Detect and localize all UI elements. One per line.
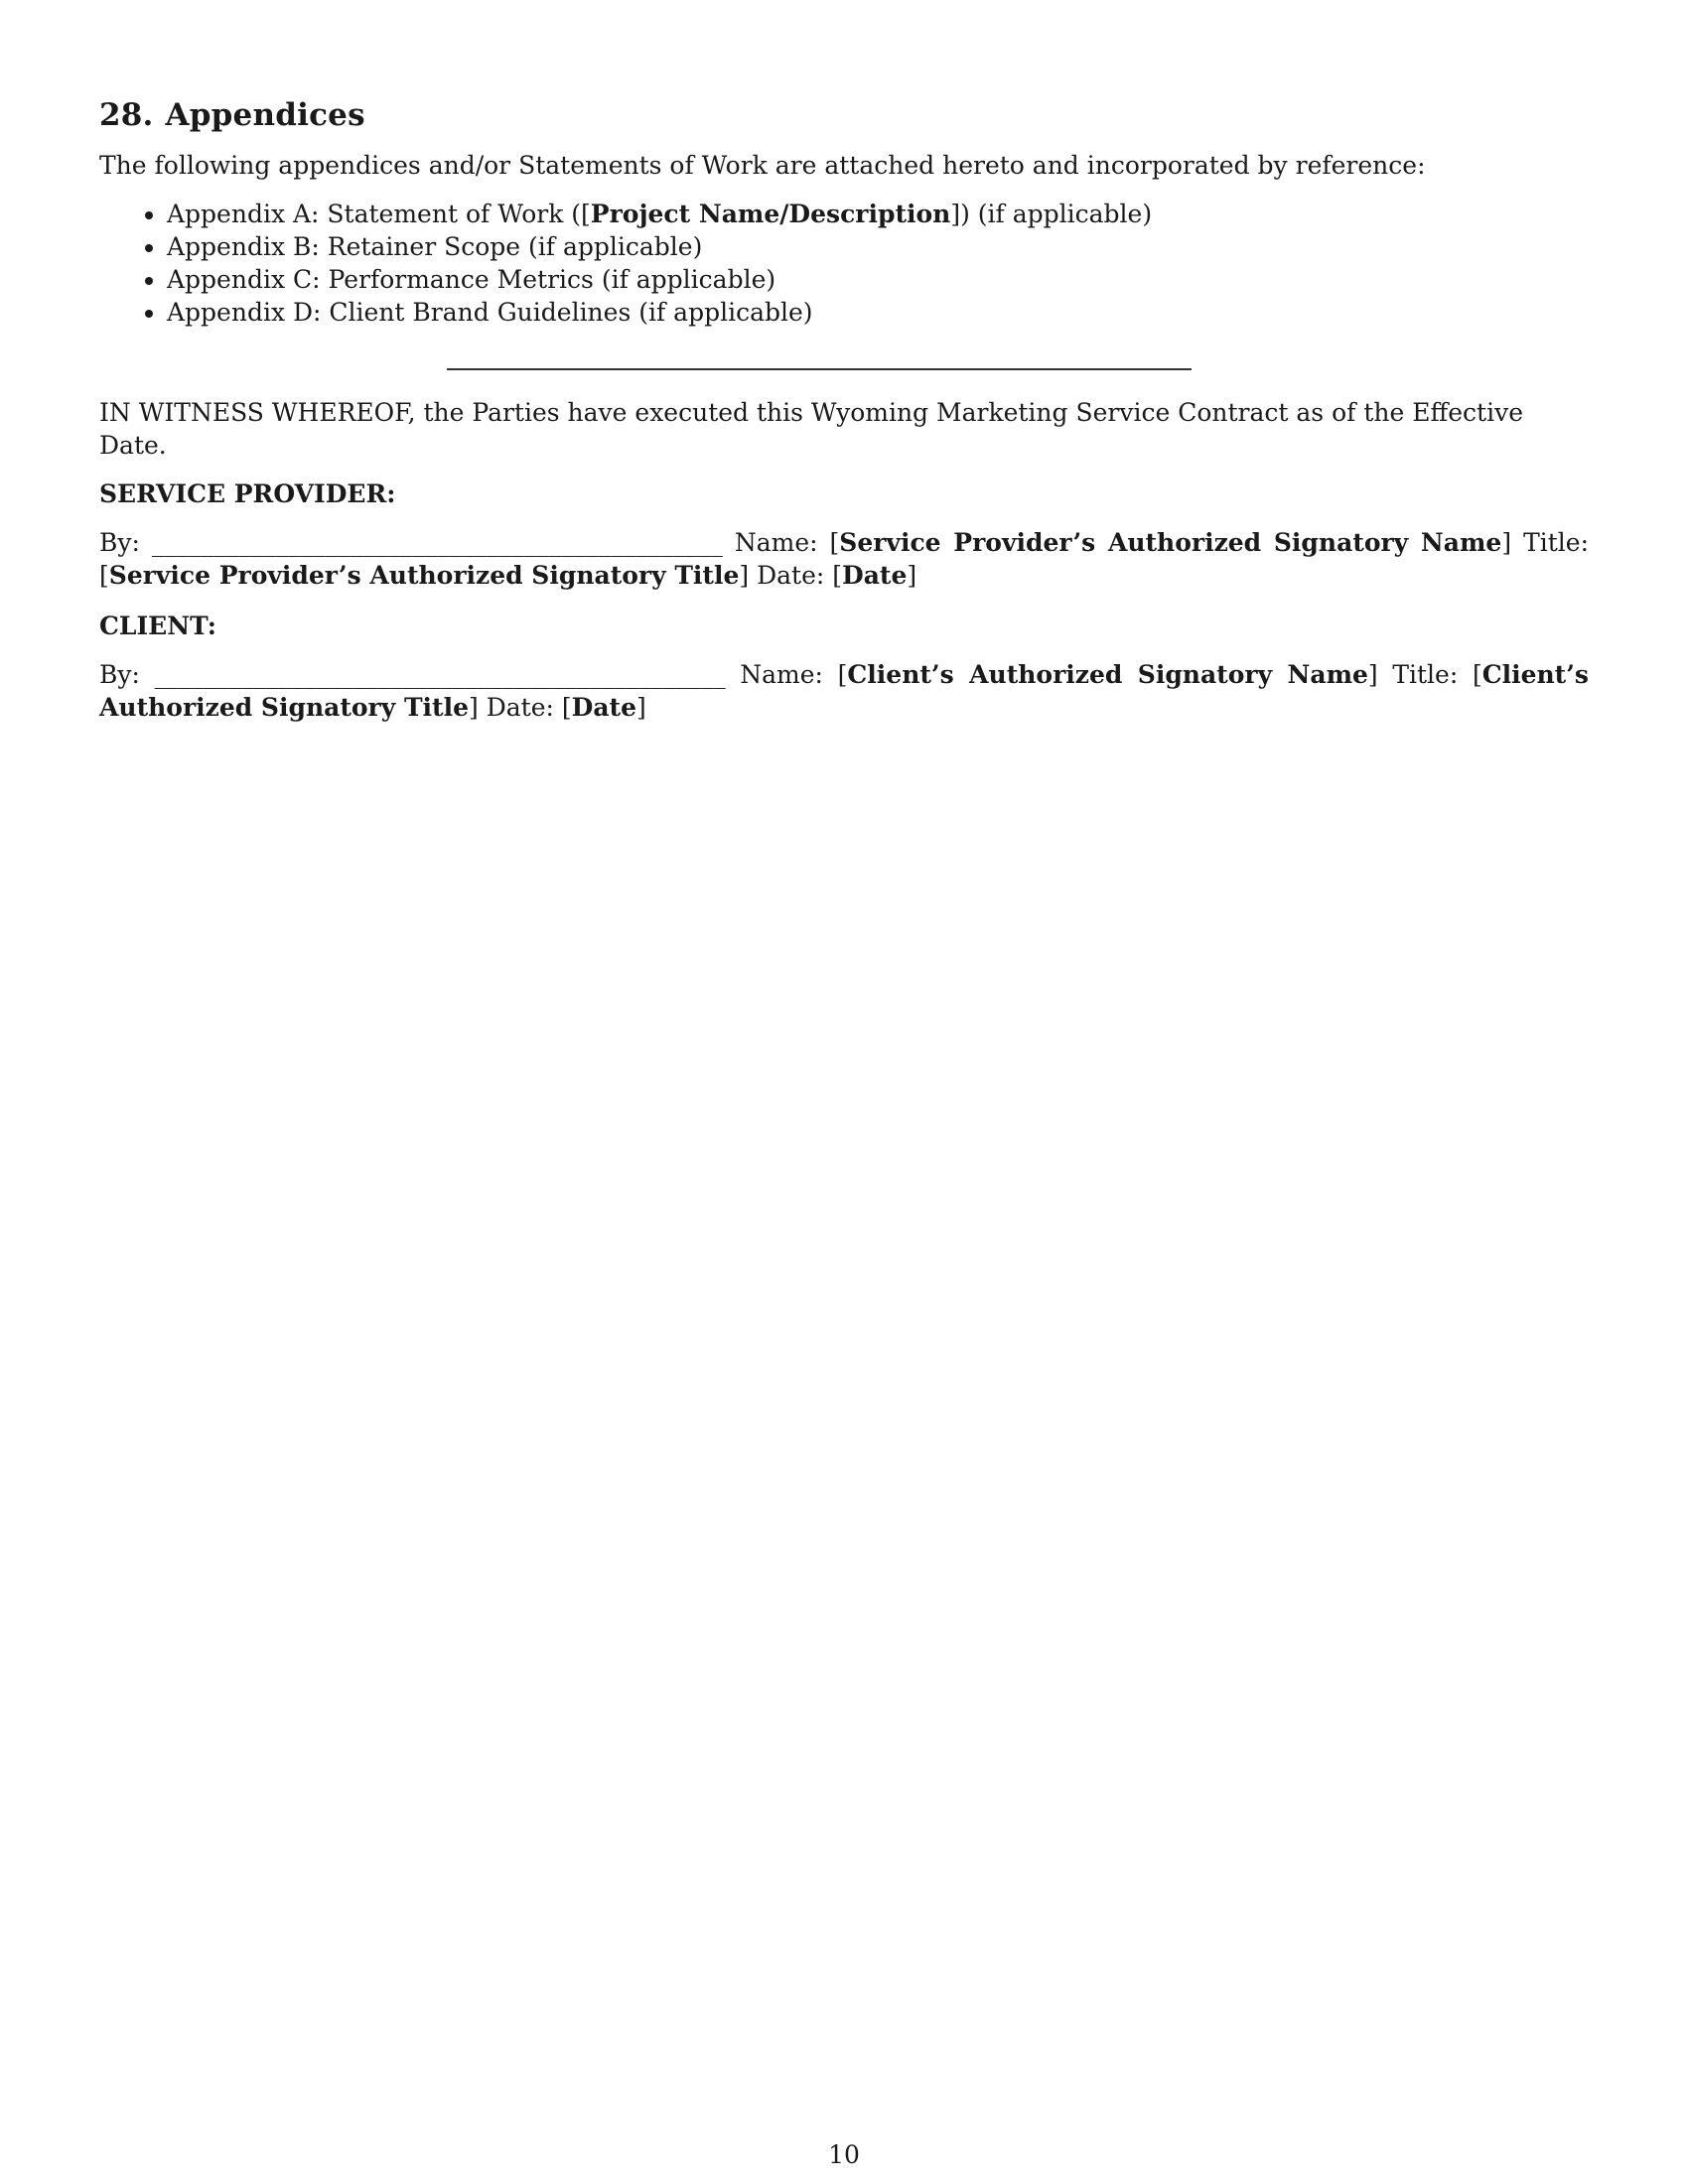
sp-date-label: Date: xyxy=(757,561,825,590)
client-date-label: Date: xyxy=(486,693,554,722)
client-signature-block: By: ______________________________________________ Name: [Client’s Authorized Signatory Name] Title: [Client’s Authorized Signatory Title] Date: [Date] xyxy=(99,660,1590,722)
client-by-label: By: xyxy=(99,660,140,689)
client-title-label: Title: xyxy=(1392,660,1459,689)
section-heading xyxy=(99,91,1589,139)
client-date-value: Date xyxy=(571,693,636,722)
sp-name-value: Service Provider’s Authorized Signatory Name xyxy=(839,528,1502,557)
document-page xyxy=(99,91,1589,724)
appendix-a-placeholder: Project Name/Description xyxy=(590,200,951,228)
appendix-a-suffix: ]) (if applicable) xyxy=(950,200,1153,228)
appendix-item-d: • Appendix D: Client Brand Guidelines (if applicable) xyxy=(167,296,1589,329)
client-name-value: Client’s Authorized Signatory Name xyxy=(847,660,1368,689)
sp-date-value: Date xyxy=(842,561,908,590)
client-title-value: Client’s Authorized Signatory Title xyxy=(99,660,1590,722)
client-name-label: Name: xyxy=(740,660,823,689)
sp-signature-line: ______________________________________________ xyxy=(151,528,723,557)
sp-title-value: Service Provider’s Authorized Signatory Title xyxy=(108,561,740,590)
appendix-a-prefix: Appendix A: Statement of Work ([ xyxy=(167,200,591,228)
section-title: Appendices xyxy=(165,97,365,133)
client-signature-line: ______________________________________________ xyxy=(154,660,726,689)
horizontal-rule xyxy=(447,368,1192,370)
page-number: 10 xyxy=(828,2140,860,2169)
appendix-item-b: • Appendix B: Retainer Scope (if applicable) xyxy=(167,230,1589,263)
appendix-list xyxy=(99,198,1589,329)
client-heading: CLIENT: xyxy=(99,612,217,640)
service-provider-heading: SERVICE PROVIDER: xyxy=(99,479,396,508)
appendix-item-c: • Appendix C: Performance Metrics (if applicable) xyxy=(167,263,1589,296)
section-intro: The following appendices and/or Statements of Work are attached hereto and incorporated by reference: xyxy=(99,151,1426,180)
sp-name-label: Name: xyxy=(734,528,818,557)
section-number: 28. xyxy=(99,97,154,133)
appendix-item-a xyxy=(167,198,1589,230)
sp-by-label: By: xyxy=(99,528,140,557)
witness-statement: IN WITNESS WHEREOF, the Parties have executed this Wyoming Marketing Service Contract as of the Effective Date. xyxy=(99,398,1523,460)
service-provider-signature-block: By: ______________________________________________ Name: [Service Provider’s Authorized Signatory Name] Title: [Service Provider’s Authorized Signatory Title] Date: [Date] xyxy=(99,528,1589,590)
sp-title-label: Title: xyxy=(1523,528,1589,557)
